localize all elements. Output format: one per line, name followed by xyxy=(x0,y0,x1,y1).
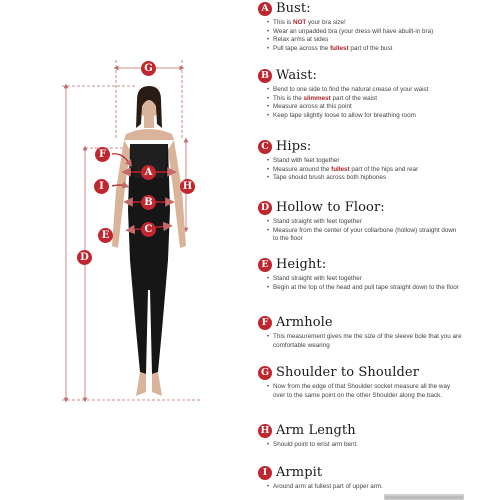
section-title: Armpit xyxy=(276,465,323,480)
section-badge: C xyxy=(258,140,272,154)
tag-g: G xyxy=(141,61,156,76)
instruction-item: • Should point to wrist arm bent. xyxy=(258,441,463,450)
instruction-item: • Around arm at fullest part of upper arm. xyxy=(258,483,463,492)
instruction-list xyxy=(258,19,463,53)
instruction-item: • Measure from the center of your collarbone (hollow) straight down to the floor xyxy=(258,227,463,244)
section-title: Arm Length xyxy=(276,423,356,438)
tag-b: B xyxy=(141,195,156,210)
section-height xyxy=(258,256,463,292)
instruction-item: • Stand straight with feet together xyxy=(258,218,463,227)
instruction-list xyxy=(258,218,463,244)
instruction-item: • This measurement gives me the size of the sleeve bole that you are comfortable wearing xyxy=(258,333,463,350)
section-title: Hollow to Floor: xyxy=(276,200,385,215)
instruction-item: • Wear an unpadded bra (your dress will have abuilt-in bra) xyxy=(258,28,463,37)
instruction-item: • Begin at the top of the head and pull tape straight down to the floor xyxy=(258,284,463,293)
instruction-list xyxy=(258,157,463,183)
section-title: Waist: xyxy=(276,68,318,83)
section-badge: H xyxy=(258,424,272,438)
instruction-list xyxy=(258,86,463,120)
instruction-item: • Stand with feet together xyxy=(258,157,463,166)
tag-f: F xyxy=(95,147,110,162)
tag-e: E xyxy=(98,228,113,243)
section-badge: E xyxy=(258,258,272,272)
section-badge: B xyxy=(258,69,272,83)
instruction-item: • Relax arms at sides xyxy=(258,36,463,45)
instruction-list xyxy=(258,483,463,492)
instruction-item: • Pull tape across the fullest part of the bust xyxy=(258,45,463,54)
instruction-item: • Bend to one side to find the natural crease of your waist xyxy=(258,86,463,95)
section-waist xyxy=(258,67,463,120)
tag-a: A xyxy=(141,165,156,180)
section-title: Armhole xyxy=(276,315,333,330)
tag-c: C xyxy=(141,222,156,237)
instruction-list xyxy=(258,275,463,292)
instruction-list xyxy=(258,441,463,450)
instruction-item: • This is NOT your bra size! xyxy=(258,19,463,28)
section-title: Shoulder to Shoulder xyxy=(276,365,420,380)
section-badge: G xyxy=(258,366,272,380)
section-badge: I xyxy=(258,466,272,480)
instruction-item: • This is the slimmest part of the waist xyxy=(258,95,463,104)
instruction-item: • Stand straight with feet together xyxy=(258,275,463,284)
section-badge: A xyxy=(258,2,272,16)
instruction-list xyxy=(258,383,463,400)
section-armpit xyxy=(258,464,463,492)
tag-d: D xyxy=(77,250,92,265)
section-hips xyxy=(258,138,463,183)
instruction-item: • Tape should brush across both hipbones xyxy=(258,174,463,183)
instruction-item: • Now from the edge of that Shoulder socket measure all the way over to the same point on the other Shoulder along the back. xyxy=(258,383,463,400)
instruction-list xyxy=(258,333,463,350)
section-title: Height: xyxy=(276,257,327,272)
section-title: Hips: xyxy=(276,139,312,154)
instruction-item: • Keep tape slightly loose to allow for breathing room xyxy=(258,112,463,121)
scroll-indicator-inner xyxy=(385,496,463,499)
section-arm-length xyxy=(258,422,463,450)
section-bust xyxy=(258,0,463,53)
section-shoulder-to-shoulder xyxy=(258,364,463,400)
body-measurement-figure xyxy=(40,0,250,500)
section-hollow-to-floor xyxy=(258,199,463,244)
instruction-item: • Measure across at this point xyxy=(258,103,463,112)
section-title: Bust: xyxy=(276,1,311,16)
section-badge: D xyxy=(258,201,272,215)
section-badge: F xyxy=(258,316,272,330)
instruction-item: • Measure around the fullest part of the hips and rear xyxy=(258,166,463,175)
section-armhole xyxy=(258,314,463,350)
measurement-guide-page xyxy=(40,0,465,500)
tag-i: I xyxy=(94,179,109,194)
tag-h: H xyxy=(180,179,195,194)
